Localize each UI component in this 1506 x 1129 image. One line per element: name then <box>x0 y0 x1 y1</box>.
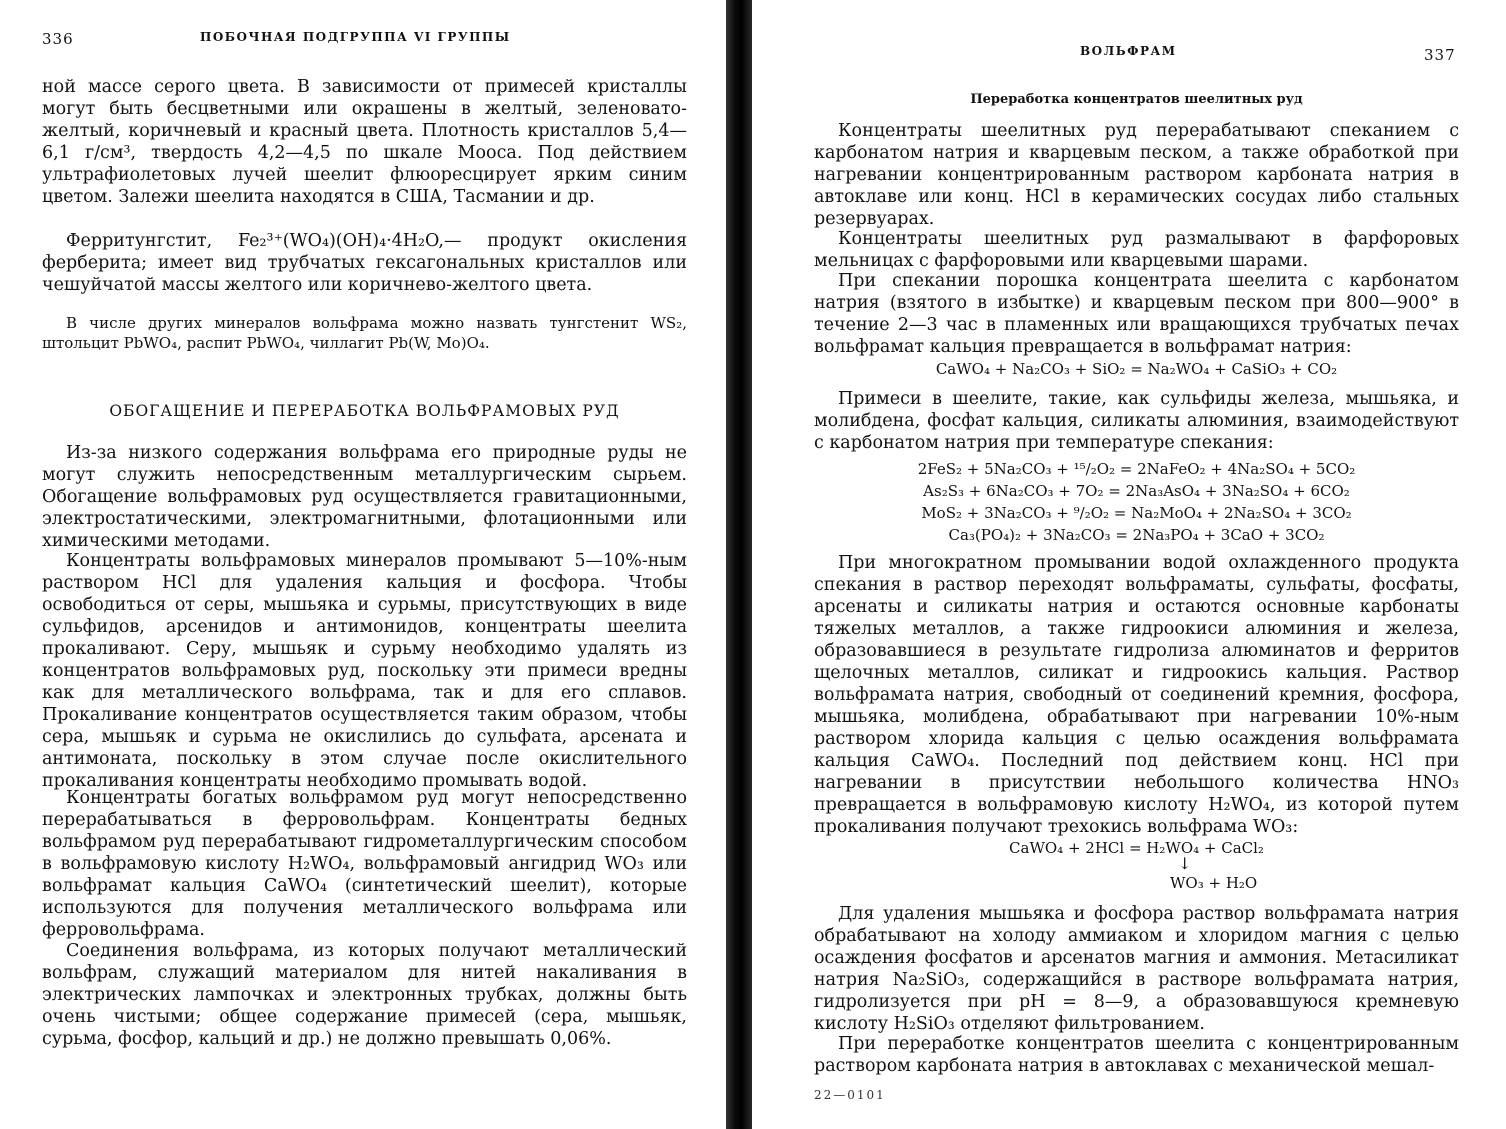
paragraph: Концентраты вольфрамовых минералов промывают 5—10%-ным раствором HCl для удаления кальция и фосфора. Чтобы освободиться от серы, мышьяка и сурьмы, присутствующих в виде сульфидов, арсенидов и антимонидов, концентраты шеелита прокаливают. Серу, мышьяк и сурьму необходимо удалять из концентратов вольфрамовых руд, поскольку эти примеси вредны как для металлического вольфрама, так и для его сплавов. Прокаливание концентратов осуществляется таким образом, чтобы сера, мышьяк и сурьма не окислились до сульфата, арсената и антимоната, поскольку в этом случае после окислительного прокаливания концентраты необходимо промывать водой. <box>42 551 687 791</box>
subsection-heading: Переработка концентратов шеелитных руд <box>970 92 1303 107</box>
equation: As₂S₃ + 6Na₂CO₃ + 7O₂ = 2Na₃AsO₄ + 3Na₂SO₄ + 6CO₂ <box>923 482 1350 500</box>
paragraph: ной массе серого цвета. В зависимости от примесей кристаллы могут быть бесцветными или окрашены в желтый, зеленовато-желтый, коричневый и красный цвета. Плотность кристаллов 5,4—6,1 г/см³, твердость 4,2—4,5 по шкале Мооса. Под действием ультрафиолетовых лучей шеелит флюоресцирует ярким синим цветом. Залежи шеелита находятся в США, Тасмании и др. <box>42 77 687 207</box>
down-arrow-icon: ↓ <box>1178 854 1192 873</box>
signature-mark: 22—0101 <box>814 1088 886 1102</box>
left-page <box>0 0 720 1129</box>
paragraph: При переработке концентратов шеелита с концентрированным раствором карбоната натрия в автоклавах с механической мешал- <box>814 1034 1459 1076</box>
paragraph: При многократном промывании водой охлажденного продукта спекания в раствор переходят вольфраматы, сульфаты, фосфаты, арсенаты и силикаты натрия и остаются основные карбонаты тяжелых металлов, а также гидроокиси алюминия и железа, образовавшиеся в результате гидролиза алюминатов и ферритов щелочных металлов, силикат и гидроокись кальция. Раствор вольфрамата натрия, свободный от соединений кремния, фосфора, мышьяка, молибдена, обрабатывают при нагревании 10%-ным раствором хлорида кальция с целью осаждения вольфрамата кальция CaWO₄. Последний под действием конц. HCl при нагревании в присутствии небольшого количества HNO₃ превращается в вольфрамовую кислоту H₂WO₄, из которой путем прокаливания получают трехокись вольфрама WO₃: <box>814 553 1459 837</box>
section-heading: ОБОГАЩЕНИЕ И ПЕРЕРАБОТКА ВОЛЬФРАМОВЫХ РУД <box>109 402 620 420</box>
equation: CaWO₄ + Na₂CO₃ + SiO₂ = Na₂WO₄ + CaSiO₃ + CO₂ <box>935 360 1338 378</box>
paragraph: Примеси в шеелите, такие, как сульфиды железа, мышьяка, и молибдена, фосфат кальция, силикаты алюминия, взаимодействуют с карбонатом натрия при температуре спекания: <box>814 389 1459 453</box>
paragraph: При спекании порошка концентрата шеелита с карбонатом натрия (взятого в избытке) и кварцевым песком при 800—900° в течение 2—3 час в пламенных или вращающихся трубчатых печах вольфрамат кальция превращается в вольфрамат натрия: <box>814 271 1459 357</box>
footnote-paragraph: В числе других минералов вольфрама можно назвать тунгстенит WS₂, штольцит PbWO₄, распит PbWO₄, чиллагит Pb(W, Mo)O₄. <box>42 314 687 352</box>
equation: MoS₂ + 3Na₂CO₃ + ⁹/₂O₂ = Na₂MoO₄ + 2Na₂SO₄ + 3CO₂ <box>921 504 1352 522</box>
book-spine <box>726 0 752 1129</box>
paragraph: Ферритунгстит, Fe₂³⁺(WO₄)(OH)₄·4H₂O,— продукт окисления ферберита; имеет вид трубчатых гексагональных кристаллов или чешуйчатой массы желтого или коричнево-желтого цвета. <box>42 231 687 295</box>
equation: Ca₃(PO₄)₂ + 3Na₂CO₃ = 2Na₃PO₄ + 3CaO + 3CO₂ <box>948 526 1325 544</box>
paragraph: Соединения вольфрама, из которых получают металлический вольфрам, служащий материалом для нитей накаливания в электрических лампочках и электронных трубках, должны быть очень чистыми; общее содержание примесей (сера, мышьяк, сурьма, фосфор, кальций и др.) не должно превышать 0,06%. <box>42 941 687 1049</box>
equation: CaWO₄ + 2HCl = H₂WO₄ + CaCl₂ <box>1009 839 1264 857</box>
running-head-left: ПОБОЧНАЯ ПОДГРУППА VI ГРУППЫ <box>200 30 511 44</box>
equation: WO₃ + H₂O <box>1170 874 1258 892</box>
paragraph: Концентраты богатых вольфрамом руд могут непосредственно перерабатываться в ферровольфрам. Концентраты бедных вольфрамом руд перерабатывают гидрометаллургическим способом в вольфрамовую кислоту H₂WO₄, вольфрамовый ангидрид WO₃ или вольфрамат кальция CaWO₄ (синтетический шеелит), которые используются для получения металлического вольфрама или ферровольфрама. <box>42 788 687 940</box>
page-number-right: 337 <box>1424 46 1456 64</box>
paragraph: Для удаления мышьяка и фосфора раствор вольфрамата натрия обрабатывают на холоду аммиаком и хлоридом магния с целью осаждения фосфатов и арсенатов магния и аммония. Метасиликат натрия Na₂SiO₃, содержащийся в растворе вольфрамата натрия, гидролизуется при pH = 8—9, а образовавшуюся кремневую кислоту H₂SiO₃ отделяют фильтрованием. <box>814 904 1459 1034</box>
paragraph: Концентраты шеелитных руд перерабатывают спеканием с карбонатом натрия и кварцевым песком, а также обработкой при нагревании концентрированным раствором карбоната натрия в автоклаве или конц. HCl в керамических сосудах либо стальных резервуарах. <box>814 121 1459 229</box>
running-head-right: ВОЛЬФРАМ <box>1080 44 1177 58</box>
page-number-left: 336 <box>42 30 74 48</box>
right-page <box>760 0 1506 1129</box>
paragraph: Из-за низкого содержания вольфрама его природные руды не могут служить непосредственным металлургическим сырьем. Обогащение вольфрамовых руд осуществляется гравитационными, электростатическими, электромагнитными, флотационными или химическими методами. <box>42 443 687 551</box>
equation: 2FeS₂ + 5Na₂CO₃ + ¹⁵/₂O₂ = 2NaFeO₂ + 4Na₂SO₄ + 5CO₂ <box>917 460 1356 478</box>
paragraph: Концентраты шеелитных руд размалывают в фарфоровых мельницах с фарфоровыми или кварцевыми шарами. <box>814 229 1459 271</box>
